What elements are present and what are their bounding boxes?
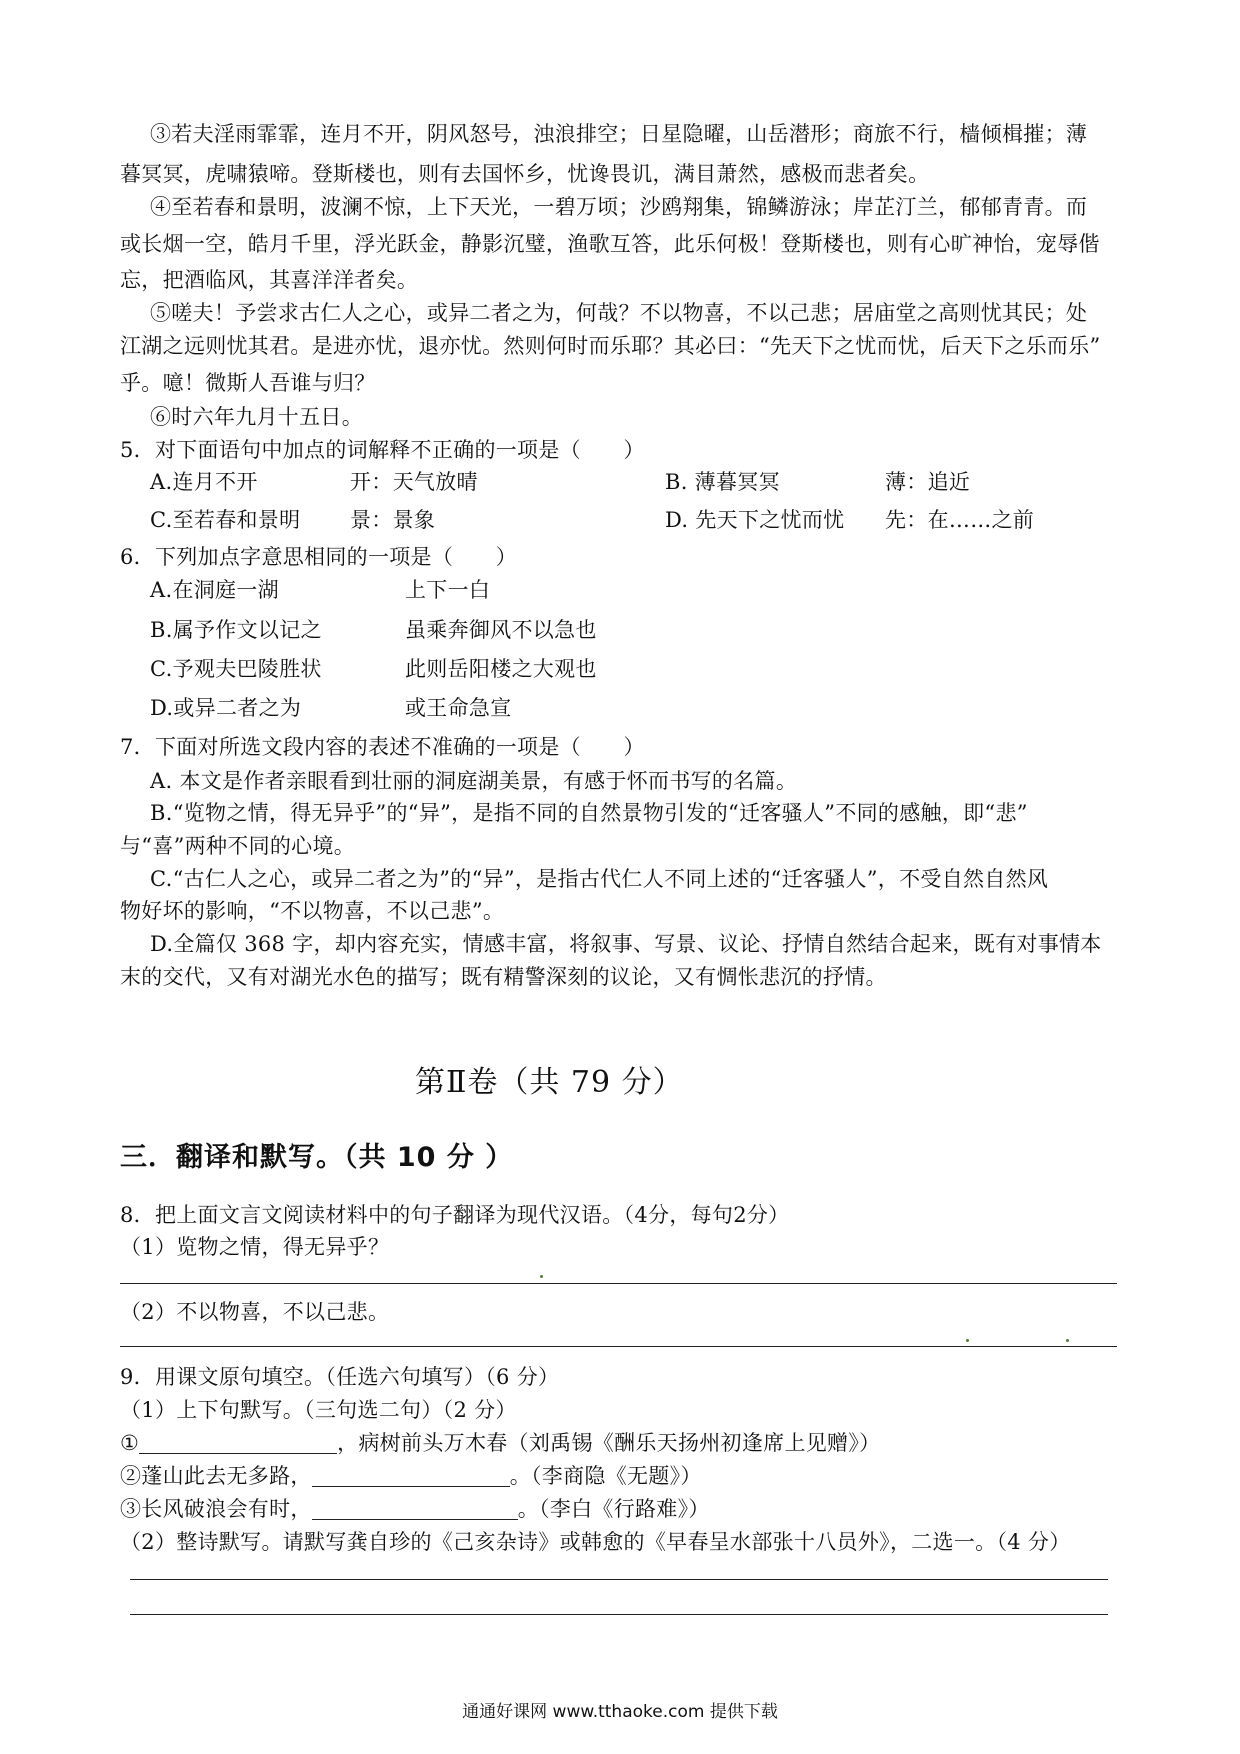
q5-option-b-text: B. 薄暮冥冥 (665, 470, 780, 494)
q7-option-c-line1: C.“古仁人之心，或异二者之为”的“异”，是指古代仁人不同上述的“迁客骚人”，不受自然自然风 (150, 867, 1049, 891)
q7-option-d-line1: D.全篇仅 368 字，却内容充实，情感丰富，将叙事、写景、议论、抒情自然结合起来，既有对事情本 (150, 932, 1102, 956)
scan-speck (1066, 1339, 1069, 1342)
q5-option-b-def: 薄：追近 (885, 470, 971, 494)
passage-p5-line1: ⑤嗟夫！予尝求古仁人之心，或异二者之为，何哉？不以物喜，不以己悲；居庙堂之高则忧其民；处 (150, 301, 1088, 325)
q9-sub1: （1）上下句默写。（三句选二句）（2 分） (120, 1398, 517, 1422)
q6-option-c-right: 此则岳阳楼之大观也 (405, 657, 597, 681)
q6-option-c-left: C.予观夫巴陵胜状 (150, 657, 322, 681)
q9-sub2: （2）整诗默写。请默写龚自珍的《己亥杂诗》或韩愈的《早春呈水部张十八员外》，二选一。（4 分） (120, 1530, 1071, 1554)
q5-option-c-def: 景：景象 (350, 508, 436, 532)
passage-p6: ⑥时六年九月十五日。 (150, 405, 363, 429)
q9-line3-prefix: ③长风破浪会有时， (120, 1497, 312, 1521)
q6-option-b-left: B.属予作文以记之 (150, 618, 322, 642)
q9-answer-line1[interactable] (130, 1579, 1108, 1580)
q9-blank2[interactable] (312, 1466, 510, 1487)
q5-stem: 5．对下面语句中加点的词解释不正确的一项是（ ） (120, 438, 645, 462)
q7-option-c-line2: 物好坏的影响，“不以物喜，不以己悲”。 (120, 899, 505, 923)
passage-p4-line3: 忘，把酒临风，其喜洋洋者矣。 (120, 268, 419, 292)
section2-title: 第Ⅱ卷（共 79 分） (415, 1065, 684, 1100)
passage-p5-line3: 乎。噫！微斯人吾谁与归？ (120, 371, 376, 395)
passage-p3-line2: 暮冥冥，虎啸猿啼。登斯楼也，则有去国怀乡，忧谗畏讥，满目萧然，感极而悲者矣。 (120, 162, 930, 186)
q9-line3-suffix: 。（李白《行路难》） (517, 1497, 710, 1521)
q5-option-a-def: 开：天气放晴 (350, 470, 478, 494)
q9-line3 (120, 1499, 710, 1520)
q6-stem: 6．下列加点字意思相同的一项是（ ） (120, 545, 518, 569)
q5-option-d-def: 先：在……之前 (885, 508, 1035, 532)
q9-line1-suffix: ，病树前头万木春（刘禹锡《酬乐天扬州初逢席上见赠》） (337, 1431, 881, 1455)
q7-option-b-line1: B.“览物之情，得无异乎”的“异”，是指不同的自然景物引发的“迁客骚人”不同的感触，即“悲” (150, 801, 1028, 825)
q8-answer-line1[interactable] (120, 1283, 1117, 1284)
q7-option-d-line2: 末的交代，又有对湖光水色的描写；既有精警深刻的议论，又有惆怅悲沉的抒情。 (120, 965, 887, 989)
q5-option-d-text: D. 先天下之忧而忧 (665, 508, 845, 532)
q8-sentence1: （1）览物之情，得无异乎？ (120, 1235, 390, 1259)
q7-option-a: A. 本文是作者亲眼看到壮丽的洞庭湖美景，有感于怀而书写的名篇。 (150, 769, 798, 793)
passage-p4-line2: 或长烟一空，皓月千里，浮光跃金，静影沉璧，渔歌互答，此乐何极！登斯楼也，则有心旷神怡，宠辱偕 (120, 232, 1100, 256)
q9-answer-line2[interactable] (130, 1614, 1108, 1615)
scan-speck (966, 1339, 969, 1342)
q9-line2 (120, 1466, 702, 1487)
q5-option-c-text: C.至若春和景明 (150, 508, 301, 532)
q9-line1 (120, 1433, 880, 1454)
q9-blank3[interactable] (312, 1499, 518, 1520)
q9-line2-suffix: 。（李商隐《无题》） (509, 1464, 702, 1488)
q7-stem: 7．下面对所选文段内容的表述不准确的一项是（ ） (120, 735, 645, 759)
q6-option-a-left: A.在洞庭一湖 (150, 578, 279, 602)
q9-line2-prefix: ②蓬山此去无多路， (120, 1464, 312, 1488)
passage-p5-line2: 江湖之远则忧其君。是进亦忧，退亦忧。然则何时而乐耶？其必曰：“先天下之忧而忧，后天下之乐而乐” (120, 334, 1101, 358)
q6-option-a-right: 上下一白 (405, 578, 491, 602)
q9-line1-prefix: ① (120, 1431, 140, 1455)
scan-speck (540, 1275, 543, 1278)
passage-p3-line1: ③若夫淫雨霏霏，连月不开，阴风怒号，浊浪排空；日星隐曜，山岳潜形；商旅不行，樯倾楫摧；薄 (150, 122, 1088, 146)
q7-option-b-line2: 与“喜”两种不同的心境。 (120, 834, 356, 858)
q8-sentence2: （2）不以物喜，不以己悲。 (120, 1300, 390, 1324)
q9-stem: 9．用课文原句填空。（任选六句填写）（6 分） (120, 1365, 560, 1389)
q6-option-d-left: D.或异二者之为 (150, 696, 302, 720)
q8-stem: 8．把上面文言文阅读材料中的句子翻译为现代汉语。（4分，每句2分） (120, 1203, 790, 1227)
q5-option-a-text: A.连月不开 (150, 470, 258, 494)
q6-option-b-right: 虽乘奔御风不以急也 (405, 618, 597, 642)
footer-credit: 通通好课网 www.tthaoke.com 提供下载 (462, 1702, 778, 1722)
passage-p4-line1: ④至若春和景明，波澜不惊，上下天光，一碧万顷；沙鸥翔集，锦鳞游泳；岸芷汀兰，郁郁青青。而 (150, 195, 1088, 219)
q8-answer-line2[interactable] (120, 1346, 1117, 1347)
q6-option-d-right: 或王命急宣 (405, 696, 512, 720)
q9-blank1[interactable] (139, 1433, 337, 1454)
part3-title: 三．翻译和默写。（共 10 分 ） (120, 1142, 514, 1173)
